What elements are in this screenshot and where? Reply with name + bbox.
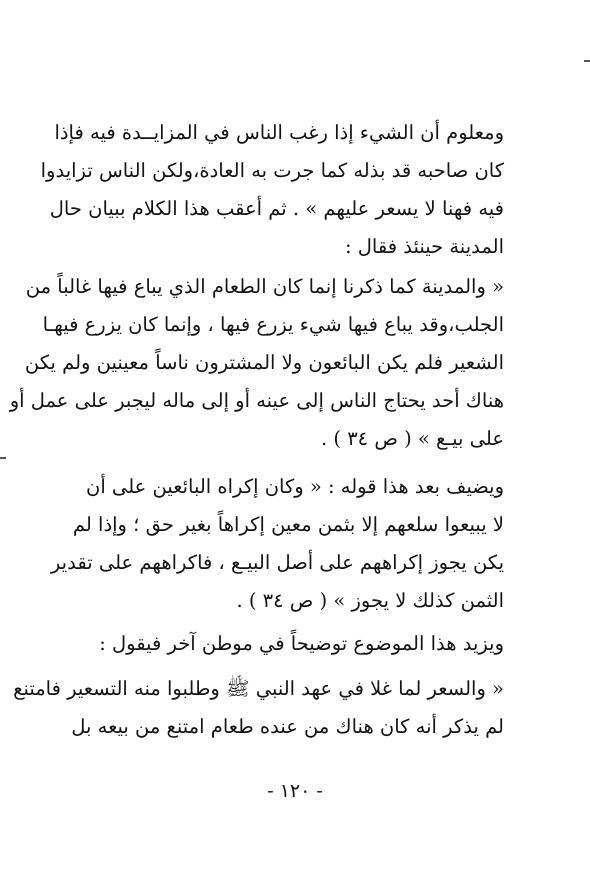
text-line: الثمن كذلك لا يجوز » ( ص ٣٤ ) . (236, 589, 504, 612)
text-line: هناك أحد يحتاج الناس إلى عينه أو إلى ماله ليجبر على عمل أو (9, 389, 504, 412)
text-line: لا يبيعوا سلعهم إلا بثمن معين إكراهاً بغير حق ؛ وإذا لم (72, 513, 504, 536)
text-line: كان صاحبه قد بذله كما جرت به العادة،ولكن الناس تزايدوا (40, 159, 504, 182)
text-line: « والسعر لما غلا في عهد النبي ﷺ وطلبوا منه التسعير فامتنع (13, 677, 504, 700)
margin-mark-left (0, 457, 6, 459)
paragraph-1 (40, 114, 504, 266)
text-line: ومعلوم أن الشيء إذا رغب الناس في المزايــدة فيه فإذا (54, 121, 504, 144)
paragraph-2 (9, 268, 504, 458)
text-line: « والمدينة كما ذكرنا إنما كان الطعام الذي يباع فيها غالباً من (25, 275, 504, 298)
text-line: ويزيد هذا الموضوع توضيحاً في موطن آخر فيقول : (99, 632, 504, 655)
margin-mark-right (584, 60, 590, 62)
text-line: المدينة حينئذ فقال : (344, 235, 504, 258)
paragraph-5 (13, 670, 504, 746)
text-line: يكن يجوز إكراههم على أصل البيـع ، فاكراههم على تقدير (50, 551, 504, 574)
text-line: ويضيف بعد هذا قوله : « وكان إكراه البائعين على أن (86, 475, 504, 498)
paragraph-3 (50, 468, 504, 620)
text-line: على بيـع » ( ص ٣٤ ) . (320, 427, 504, 450)
text-line: لم يذكر أنه كان هناك من عنده طعام امتنع من بيعه بل (71, 715, 504, 738)
page-number: - ١٢٠ - (267, 780, 323, 802)
text-line: فيه فهنا لا يسعر عليهم » . ثم أعقب هذا الكلام ببيان حال (49, 197, 504, 220)
text-line: الجلب،وقد يباع فيها شيء يزرع فيها ، وإنما كان يزرع فيهـا (42, 313, 504, 336)
paragraph-4 (99, 625, 504, 663)
text-line: الشعير فلم يكن البائعون ولا المشترون ناساً معينين ولم يكن (24, 351, 504, 374)
